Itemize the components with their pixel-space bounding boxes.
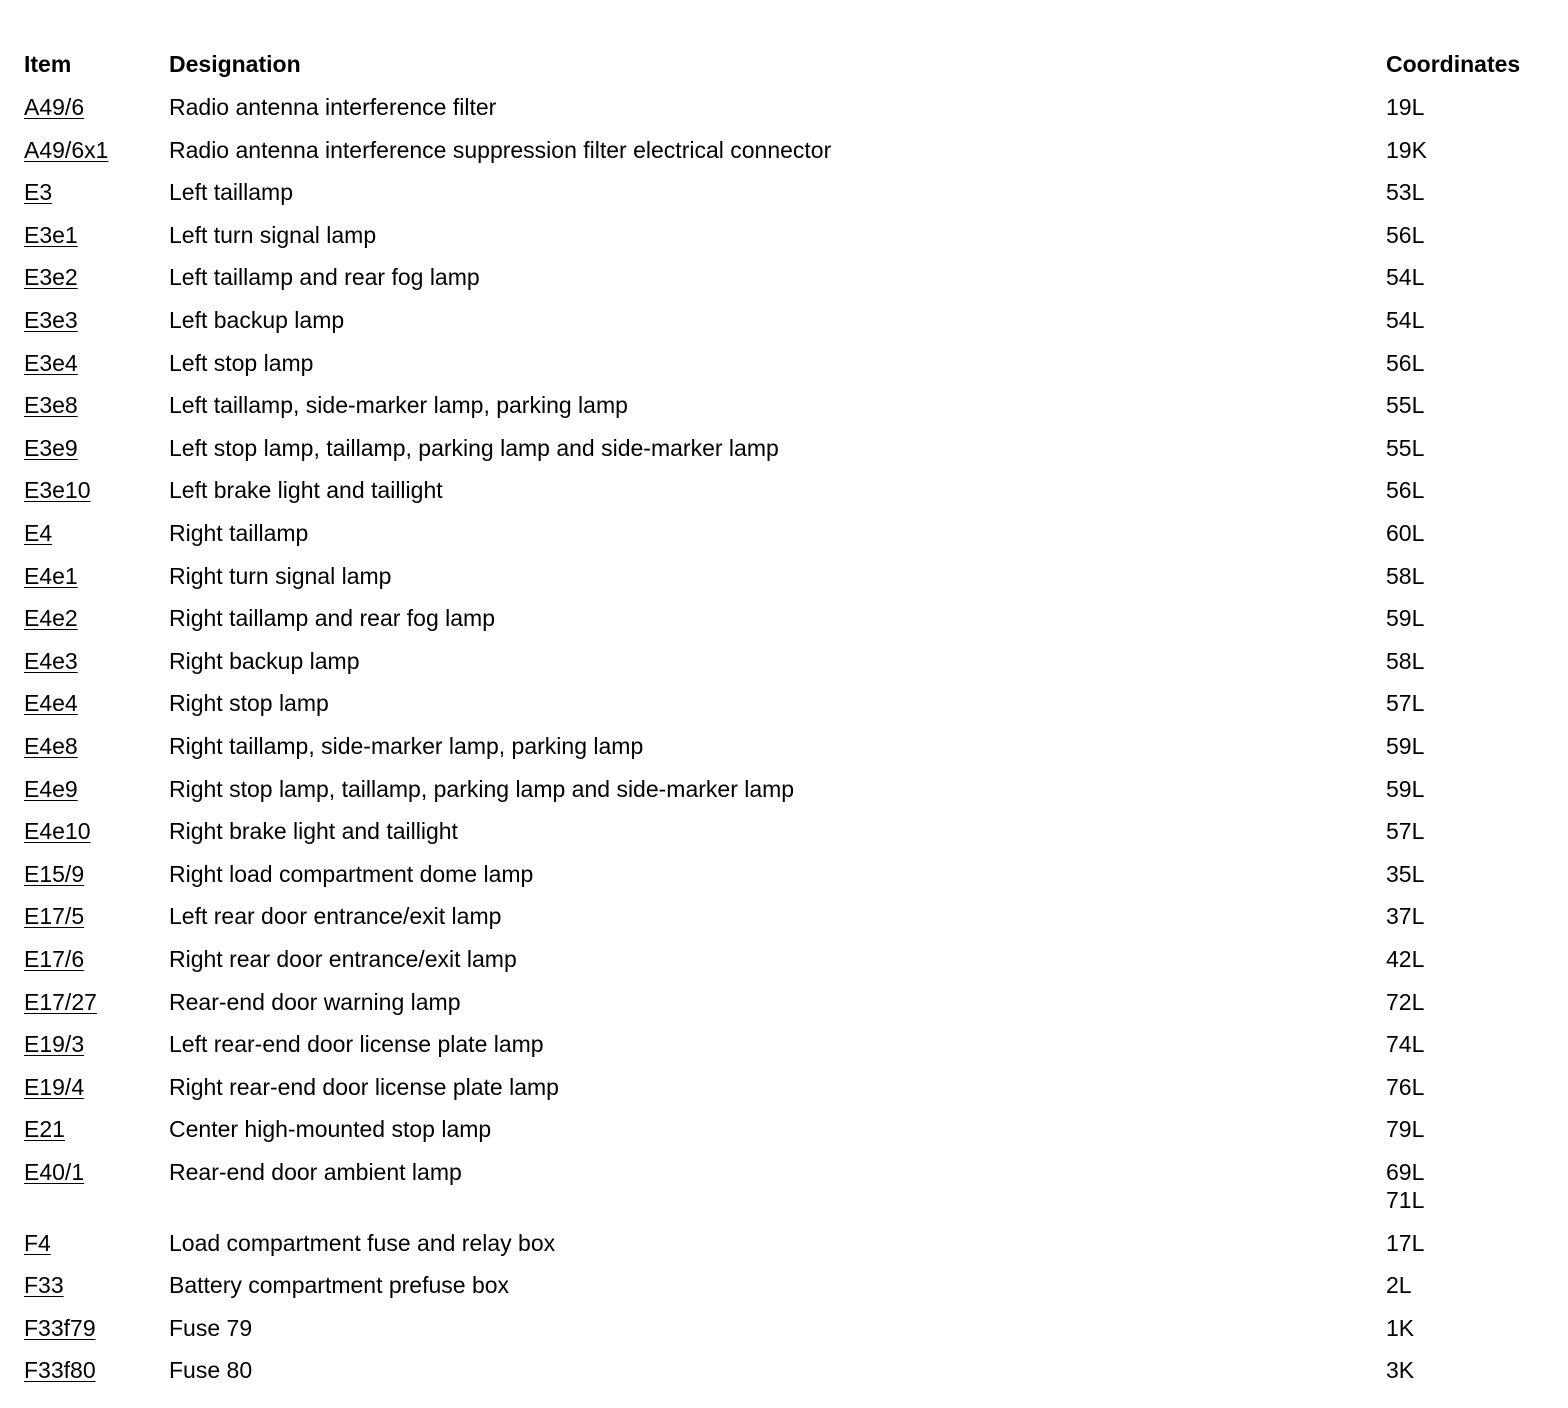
item-link[interactable]: E3e1 [24, 222, 78, 248]
column-header-coordinates: Coordinates [1386, 51, 1521, 77]
coordinates-cell [1386, 902, 1424, 930]
item-cell [24, 1356, 96, 1384]
designation-cell: Radio antenna interference suppression filter electrical connector [169, 137, 832, 163]
column-header-item: Item [24, 51, 72, 77]
item-link[interactable]: E4e4 [24, 690, 78, 716]
item-link[interactable]: E3e9 [24, 435, 78, 461]
coordinate-value: 76L [1386, 1074, 1425, 1100]
item-link[interactable]: E4e1 [24, 563, 78, 589]
coordinates-cell [1386, 1356, 1414, 1384]
coordinate-value: 56L [1386, 222, 1425, 248]
designation-cell: Right taillamp [169, 520, 309, 546]
item-link[interactable]: E3e4 [24, 350, 78, 376]
item-cell [24, 1314, 96, 1342]
coordinates-cell [1386, 221, 1424, 249]
coordinate-value: 79L [1386, 1116, 1425, 1142]
coordinates-cell [1386, 647, 1424, 675]
coordinate-value: 71L [1386, 1187, 1425, 1213]
item-link[interactable]: E17/27 [24, 989, 97, 1015]
designation-cell: Radio antenna interference filter [169, 94, 497, 120]
item-link[interactable]: E15/9 [24, 861, 85, 887]
coordinate-value: 17L [1386, 1230, 1425, 1256]
designation-cell: Left stop lamp, taillamp, parking lamp and side-marker lamp [169, 435, 779, 461]
designation-cell: Right turn signal lamp [169, 563, 392, 589]
item-cell [24, 1115, 65, 1143]
coordinate-value: 59L [1386, 776, 1425, 802]
coordinate-value: 74L [1386, 1031, 1425, 1057]
designation-cell: Right rear-end door license plate lamp [169, 1074, 559, 1100]
coordinates-cell [1386, 1229, 1424, 1257]
coordinates-cell [1386, 349, 1424, 377]
designation-cell: Load compartment fuse and relay box [169, 1230, 556, 1256]
item-link[interactable]: E3 [24, 179, 53, 205]
designation-cell: Left rear-end door license plate lamp [169, 1031, 544, 1057]
item-link[interactable]: E4e9 [24, 776, 78, 802]
item-cell [24, 860, 84, 888]
coordinate-value: 58L [1386, 563, 1425, 589]
coordinates-cell [1386, 263, 1424, 291]
item-link[interactable]: F33 [24, 1272, 64, 1298]
designation-cell: Right load compartment dome lamp [169, 861, 534, 887]
coordinate-value: 58L [1386, 648, 1425, 674]
designation-cell: Right brake light and taillight [169, 818, 458, 844]
coordinates-cell [1386, 1115, 1424, 1143]
coordinates-cell [1386, 1271, 1412, 1299]
item-link[interactable]: E4 [24, 520, 53, 546]
designation-cell: Right taillamp, side-marker lamp, parking lamp [169, 733, 644, 759]
designation-cell: Left taillamp and rear fog lamp [169, 264, 480, 290]
designation-cell: Right backup lamp [169, 648, 360, 674]
coordinate-value: 3K [1386, 1357, 1415, 1383]
coordinate-value: 57L [1386, 690, 1425, 716]
item-cell [24, 817, 91, 845]
coordinate-value: 69L [1386, 1159, 1425, 1185]
designation-cell: Left turn signal lamp [169, 222, 377, 248]
item-link[interactable]: E3e2 [24, 264, 78, 290]
coordinates-cell [1386, 306, 1424, 334]
coordinate-value: 37L [1386, 903, 1425, 929]
item-cell [24, 1158, 84, 1186]
item-link[interactable]: E4e2 [24, 605, 78, 631]
item-link[interactable]: E3e10 [24, 477, 91, 503]
coordinate-value: 59L [1386, 605, 1425, 631]
item-cell [24, 604, 78, 632]
designation-cell: Fuse 80 [169, 1357, 253, 1383]
item-cell [24, 647, 78, 675]
coordinates-cell [1386, 1314, 1414, 1342]
designation-cell: Rear-end door ambient lamp [169, 1159, 462, 1185]
item-cell [24, 178, 52, 206]
item-link[interactable]: F4 [24, 1230, 51, 1256]
item-link[interactable]: E19/3 [24, 1031, 85, 1057]
item-cell [24, 1229, 51, 1257]
item-cell [24, 306, 78, 334]
coordinate-value: 59L [1386, 733, 1425, 759]
item-link[interactable]: E19/4 [24, 1074, 85, 1100]
designation-cell: Right taillamp and rear fog lamp [169, 605, 495, 631]
coordinate-value: 1K [1386, 1315, 1415, 1341]
coordinate-value: 72L [1386, 989, 1425, 1015]
coordinate-value: 57L [1386, 818, 1425, 844]
designation-cell: Right rear door entrance/exit lamp [169, 946, 517, 972]
coordinate-value: 56L [1386, 477, 1425, 503]
coordinates-cell [1386, 1073, 1424, 1101]
item-cell [24, 476, 91, 504]
item-cell [24, 732, 78, 760]
item-cell [24, 988, 97, 1016]
item-cell [24, 519, 52, 547]
coordinate-value: 53L [1386, 179, 1425, 205]
item-link[interactable]: E3e8 [24, 392, 78, 418]
coordinates-cell [1386, 434, 1424, 462]
item-cell [24, 263, 78, 291]
item-link[interactable]: E4e3 [24, 648, 78, 674]
item-cell [24, 1030, 84, 1058]
item-link[interactable]: E4e8 [24, 733, 78, 759]
coordinates-cell [1386, 988, 1424, 1016]
designation-cell: Left taillamp, side-marker lamp, parking lamp [169, 392, 628, 418]
item-cell [24, 945, 84, 973]
coordinates-cell [1386, 860, 1424, 888]
item-cell [24, 775, 78, 803]
item-link[interactable]: E40/1 [24, 1159, 85, 1185]
coordinates-cell [1386, 689, 1424, 717]
coordinate-value: 56L [1386, 350, 1425, 376]
item-link[interactable]: E17/6 [24, 946, 85, 972]
coordinates-cell [1386, 1030, 1424, 1058]
coordinates-cell [1386, 519, 1424, 547]
item-cell [24, 349, 78, 377]
designation-cell: Right stop lamp [169, 690, 329, 716]
coordinate-value: 54L [1386, 307, 1425, 333]
designation-cell: Left stop lamp [169, 350, 314, 376]
coordinate-value: 42L [1386, 946, 1425, 972]
coordinate-value: 55L [1386, 392, 1425, 418]
item-link[interactable]: F33f80 [24, 1357, 96, 1383]
coordinate-value: 19L [1386, 94, 1425, 120]
coordinates-cell [1386, 562, 1424, 590]
item-cell [24, 221, 78, 249]
designation-cell: Left taillamp [169, 179, 294, 205]
coordinate-value: 60L [1386, 520, 1425, 546]
coordinates-cell [1386, 178, 1424, 206]
designation-cell: Rear-end door warning lamp [169, 989, 461, 1015]
designation-cell: Left rear door entrance/exit lamp [169, 903, 502, 929]
coordinate-value: 35L [1386, 861, 1425, 887]
coordinates-cell [1386, 476, 1424, 504]
designation-cell: Battery compartment prefuse box [169, 1272, 510, 1298]
coordinate-value: 19K [1386, 137, 1427, 163]
item-link[interactable]: E21 [24, 1116, 65, 1142]
coordinates-cell [1386, 136, 1427, 164]
coordinates-cell [1386, 817, 1424, 845]
item-cell [24, 689, 78, 717]
coordinate-value: 2L [1386, 1272, 1412, 1298]
item-link[interactable]: A49/6 [24, 94, 85, 120]
column-header-designation: Designation [169, 51, 301, 77]
item-link[interactable]: F33f79 [24, 1315, 96, 1341]
coordinates-cell [1386, 945, 1424, 973]
item-link[interactable]: E3e3 [24, 307, 78, 333]
coordinate-value: 55L [1386, 435, 1425, 461]
item-link[interactable]: E17/5 [24, 903, 85, 929]
coordinate-value: 54L [1386, 264, 1425, 290]
coordinates-cell [1386, 391, 1424, 419]
designation-cell: Left backup lamp [169, 307, 345, 333]
item-cell [24, 1271, 64, 1299]
coordinates-cell [1386, 732, 1424, 760]
item-cell [24, 902, 84, 930]
item-cell [24, 434, 78, 462]
item-link[interactable]: A49/6x1 [24, 137, 109, 163]
coordinates-cell [1386, 604, 1424, 632]
designation-cell: Center high-mounted stop lamp [169, 1116, 492, 1142]
coordinates-cell [1386, 93, 1424, 121]
designation-cell: Left brake light and taillight [169, 477, 443, 503]
designation-cell: Right stop lamp, taillamp, parking lamp and side-marker lamp [169, 776, 795, 802]
item-cell [24, 562, 78, 590]
item-cell [24, 93, 84, 121]
designation-cell: Fuse 79 [169, 1315, 253, 1341]
item-cell [24, 391, 78, 419]
coordinates-cell [1386, 775, 1424, 803]
coordinates-cell [1386, 1158, 1424, 1214]
item-cell [24, 1073, 84, 1101]
item-link[interactable]: E4e10 [24, 818, 91, 844]
item-cell [24, 136, 108, 164]
